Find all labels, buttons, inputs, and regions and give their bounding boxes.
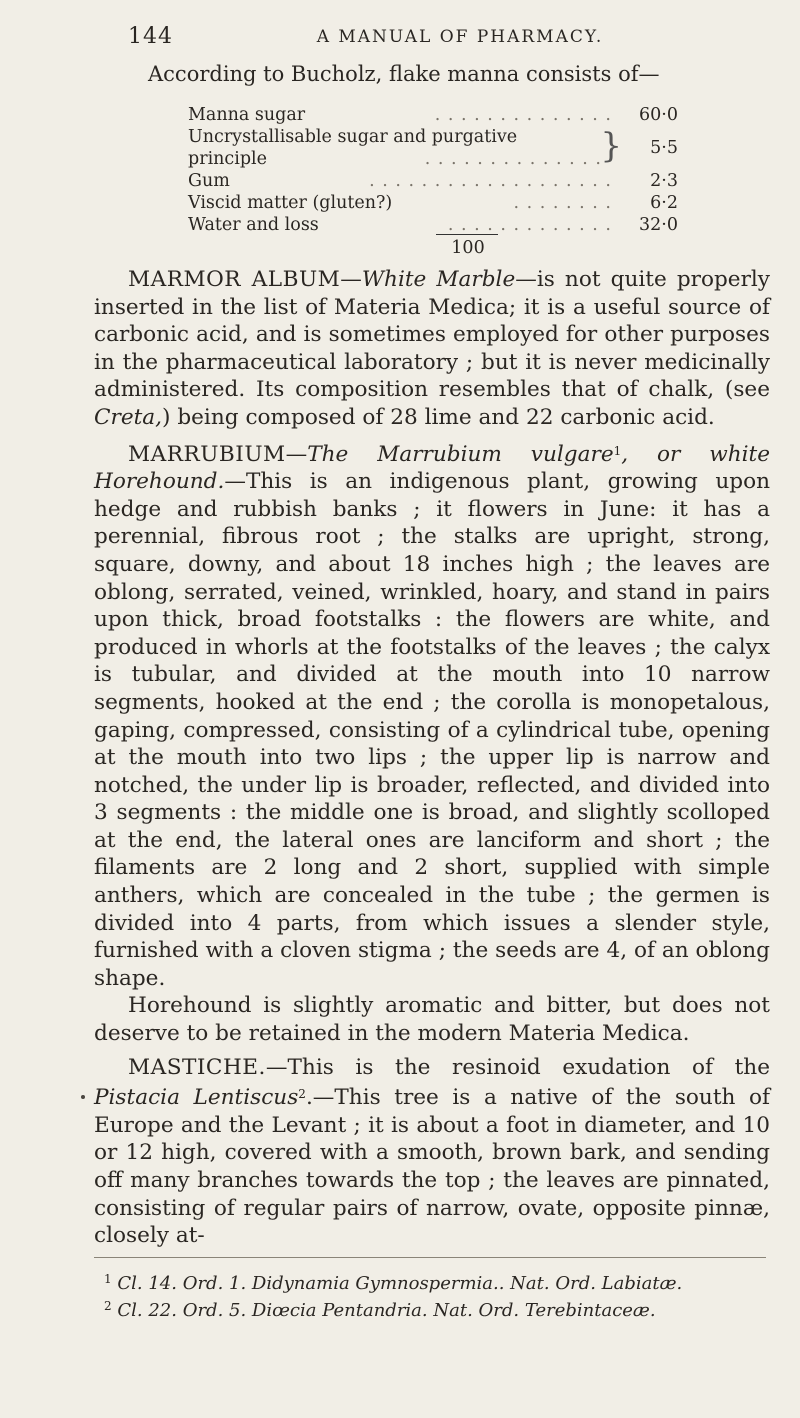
common-name: White Marble [361,267,516,292]
paragraph-marmor [94,266,770,432]
table-row [188,104,678,126]
row-label: principle [188,149,267,169]
leader-dots: . . . . . . . . . . . . . . . . . . . [369,171,612,191]
paragraph-horehound [94,992,770,1047]
table-row [188,148,678,170]
leader-dots: . . . . . . . . . . . . . [447,215,612,235]
paragraph-marrubium [94,438,770,993]
composition-table [188,104,678,236]
paragraph-text: Horehound is slightly aromatic and bitter, but does not deserve to be retained in the modern Materia Medica. [94,993,770,1047]
footnote [104,1268,764,1295]
row-value: 5·5 [650,138,678,158]
running-title: A MANUAL OF PHARMACY. [316,27,604,47]
brace-glyph: } [600,126,622,166]
footnote-ref: 2 [298,1087,306,1102]
entry-head: MASTICHE. [128,1054,266,1080]
footnote [104,1295,764,1322]
footnote-mark: 2 [104,1299,112,1313]
row-value: 6·2 [650,193,678,213]
dash: — [340,267,362,292]
row-value: 32·0 [639,215,678,235]
common-name: The Marrubium vulgare [307,441,614,467]
leader-dots: . . . . . . . . . . . . . . [424,149,602,169]
total-rule [436,234,498,235]
row-label: Uncrystallisable sugar and purgative [188,127,518,147]
alt-name: , or white Horehound. [94,441,771,495]
paper-blemish [81,1095,85,1099]
entry-head: MARRUBIUM [128,441,286,467]
cross-reference: Creta, [94,404,163,430]
row-label: Viscid matter (gluten?) [188,193,393,213]
row-value: 60·0 [639,105,678,125]
page-number: 144 [128,24,173,49]
table-row [188,192,678,214]
paragraph-text: ) being composed of 28 lime and 22 carbonic acid. [162,404,715,430]
row-label: Water and loss [188,215,319,235]
leader-dots: . . . . . . . . . . . . . . [434,105,612,125]
dash: — [265,1054,288,1080]
footnote-rule [94,1257,766,1258]
dash: — [285,441,308,467]
footnote-text: Cl. 14. Ord. 1. Didynamia Gymnospermia.. Nat. Ord. Labiatæ. [117,1273,683,1294]
latin-name: Pistacia Lentiscus [94,1085,299,1111]
paragraph-text: —This is an indigenous plant, growing upon hedge and rubbish banks ; it flowers in June: it has a perennial, fibrous root ; the stalks are upright, strong, square, downy, and about 18 inches high ; the leaves are oblong, serrated, veined, wrinkled, hoary, and stand in pairs upon thick, broad footstalks : the flowers are white, and produced in whorls at the footstalks of the leaves ; the calyx is tubular, and divided at the mouth into 10 narrow segments, hooked at the end ; the corolla is monopetalous, gaping, compressed, consisting of a cylindrical tube, opening at the mouth into two lips ; the upper lip is narrow and notched, the under lip is broader, reflected, and divided into 3 segments : the middle one is broad, and slightly scolloped at the end, the lateral ones are lanciform and short ; the filaments are 2 long and 2 short, supplied with simple anthers, which are concealed in the tube ; the germen is divided into 4 parts, from which issues a slender style, furnished with a cloven stigma ; the seeds are 4, of an oblong shape. [94,469,770,991]
table-total: 100 [451,238,485,258]
running-head [0,24,800,54]
intro-line: According to Bucholz, flake manna consists of— [148,62,660,86]
row-label: Manna sugar [188,105,306,125]
entry-head: MARMOR ALBUM [128,267,341,292]
body-text [94,266,770,1256]
footnote-ref: 1 [613,443,622,458]
table-row [188,214,678,236]
paragraph-text: This is the resinoid exudation of the [287,1054,770,1080]
footnotes [104,1268,764,1322]
paragraph-text: .—This tree is a native of the south of Europe and the Levant ; it is about a foot in diameter, and 10 or 12 high, covered with a smooth, brown bark, and sending off many branches towards the top ; the leaves are pinnated, consisting of regular pairs of narrow, ovate, opposite pinnæ, closely at- [94,1085,770,1249]
table-row [188,170,678,192]
footnote-mark: 1 [104,1272,112,1286]
row-value: 2·3 [650,171,678,191]
footnote-text: Cl. 22. Ord. 5. Diœcia Pentandria. Nat. Ord. Terebintaceæ. [117,1300,656,1321]
leader-dots: . . . . . . . . [513,193,612,213]
paragraph-text: —is not quite properly inserted in the list of Materia Medica; it is a useful source of carbonic acid, and is sometimes employed for other purposes in the pharmaceutical laboratory ; but it is never medicinally administered. Its composition resembles that of chalk, (see [94,267,770,403]
paragraph-mastiche [94,1054,770,1250]
row-label: Gum [188,171,230,191]
